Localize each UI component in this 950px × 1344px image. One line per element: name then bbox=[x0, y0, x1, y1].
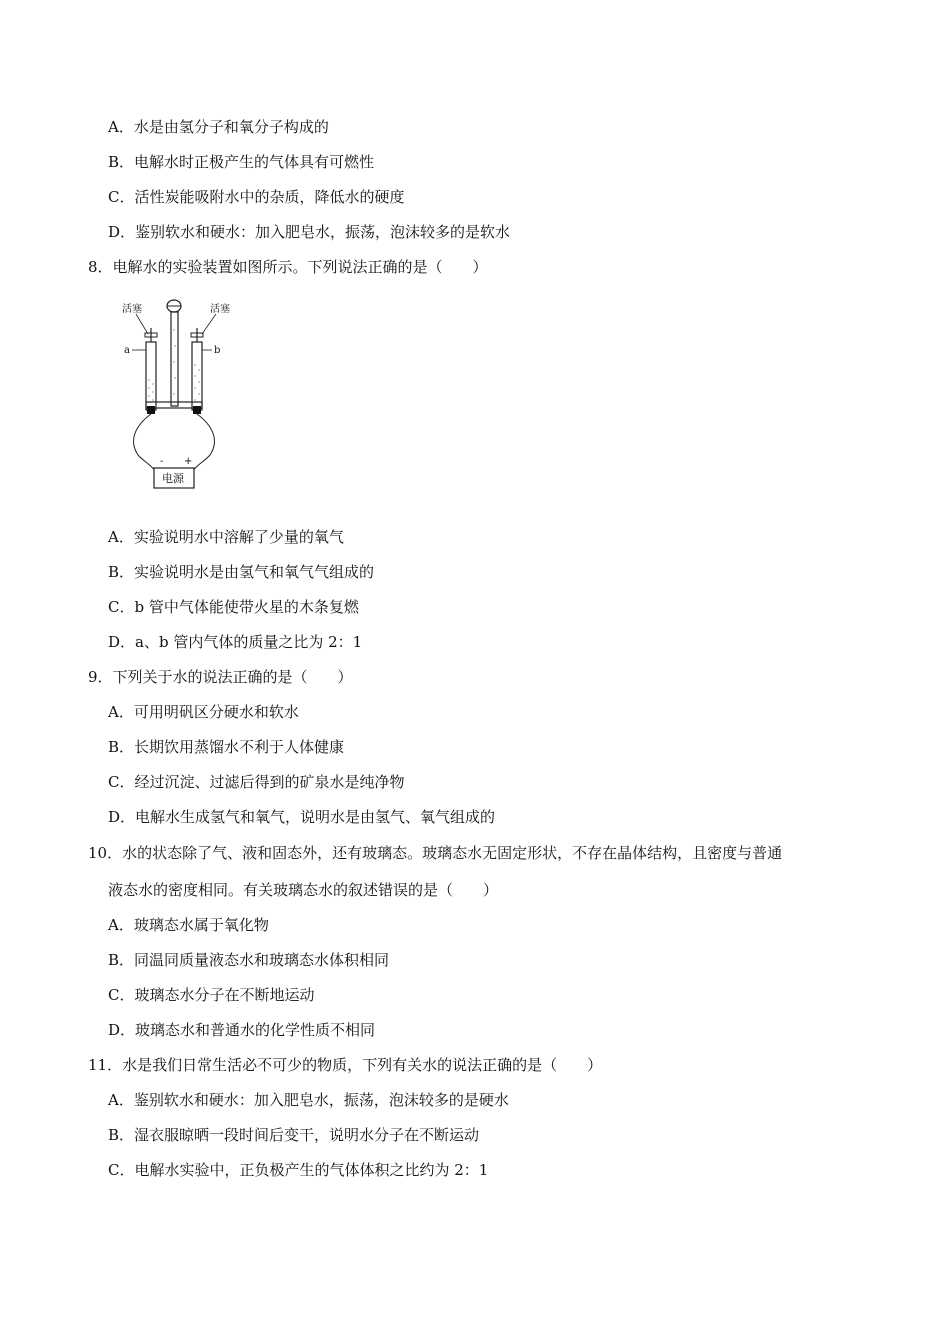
q9-option-c: C．经过沉淀、过滤后得到的矿泉水是纯净物 bbox=[108, 773, 405, 791]
q9-option-b: B．长期饮用蒸馏水不利于人体健康 bbox=[108, 738, 345, 756]
option-b: B．电解水时正极产生的气体具有可燃性 bbox=[108, 153, 375, 171]
q10-option-b: B．同温同质量液态水和玻璃态水体积相同 bbox=[108, 951, 390, 969]
q8-option-d: D．a、b 管内气体的质量之比为 2：1 bbox=[108, 633, 363, 651]
minus-label: - bbox=[160, 456, 164, 467]
q9-option-a: A．可用明矾区分硬水和软水 bbox=[108, 703, 299, 721]
q9-option-d: D．电解水生成氢气和氧气，说明水是由氢气、氧气组成的 bbox=[108, 808, 496, 826]
tube-b-label: b bbox=[214, 345, 221, 356]
option-d: D．鉴别软水和硬水：加入肥皂水，振荡，泡沫较多的是软水 bbox=[108, 223, 511, 241]
electrolysis-apparatus-figure bbox=[118, 290, 248, 495]
option-c: C．活性炭能吸附水中的杂质，降低水的硬度 bbox=[108, 188, 405, 206]
stopcock-left-label: 活塞 bbox=[122, 304, 142, 315]
tube-a-label: a bbox=[124, 345, 130, 356]
q8-option-b: B．实验说明水是由氢气和氧气气组成的 bbox=[108, 563, 375, 581]
q10-option-d: D．玻璃态水和普通水的化学性质不相同 bbox=[108, 1021, 376, 1039]
q11-option-b: B．湿衣服晾晒一段时间后变干，说明水分子在不断运动 bbox=[108, 1126, 480, 1144]
q8-option-a: A．实验说明水中溶解了少量的氧气 bbox=[108, 528, 344, 546]
option-a: A．水是由氢分子和氧分子构成的 bbox=[108, 118, 329, 136]
q8-option-c: C．b 管中气体能使带火星的木条复燃 bbox=[108, 598, 359, 616]
q11-option-c: C．电解水实验中，正负极产生的气体体积之比约为 2：1 bbox=[108, 1161, 489, 1179]
stopcock-right-label: 活塞 bbox=[210, 304, 230, 315]
question-8-stem: 8．电解水的实验装置如图所示。下列说法正确的是（ ） bbox=[88, 258, 488, 276]
power-supply-label: 电源 bbox=[162, 472, 184, 485]
q10-option-a: A．玻璃态水属于氧化物 bbox=[108, 916, 269, 934]
question-10-stem-line1: 10．水的状态除了气、液和固态外，还有玻璃态。玻璃态水无固定形状，不存在晶体结构，且密度与普通 bbox=[88, 844, 783, 862]
question-10-stem-line2: 液态水的密度相同。有关玻璃态水的叙述错误的是（ ） bbox=[108, 881, 499, 899]
q10-option-c: C．玻璃态水分子在不断地运动 bbox=[108, 986, 315, 1004]
plus-label: + bbox=[184, 456, 193, 467]
question-9-stem: 9．下列关于水的说法正确的是（ ） bbox=[88, 668, 353, 686]
question-11-stem: 11．水是我们日常生活必不可少的物质，下列有关水的说法正确的是（ ） bbox=[88, 1056, 603, 1074]
q11-option-a: A．鉴别软水和硬水：加入肥皂水，振荡，泡沫较多的是硬水 bbox=[108, 1091, 509, 1109]
